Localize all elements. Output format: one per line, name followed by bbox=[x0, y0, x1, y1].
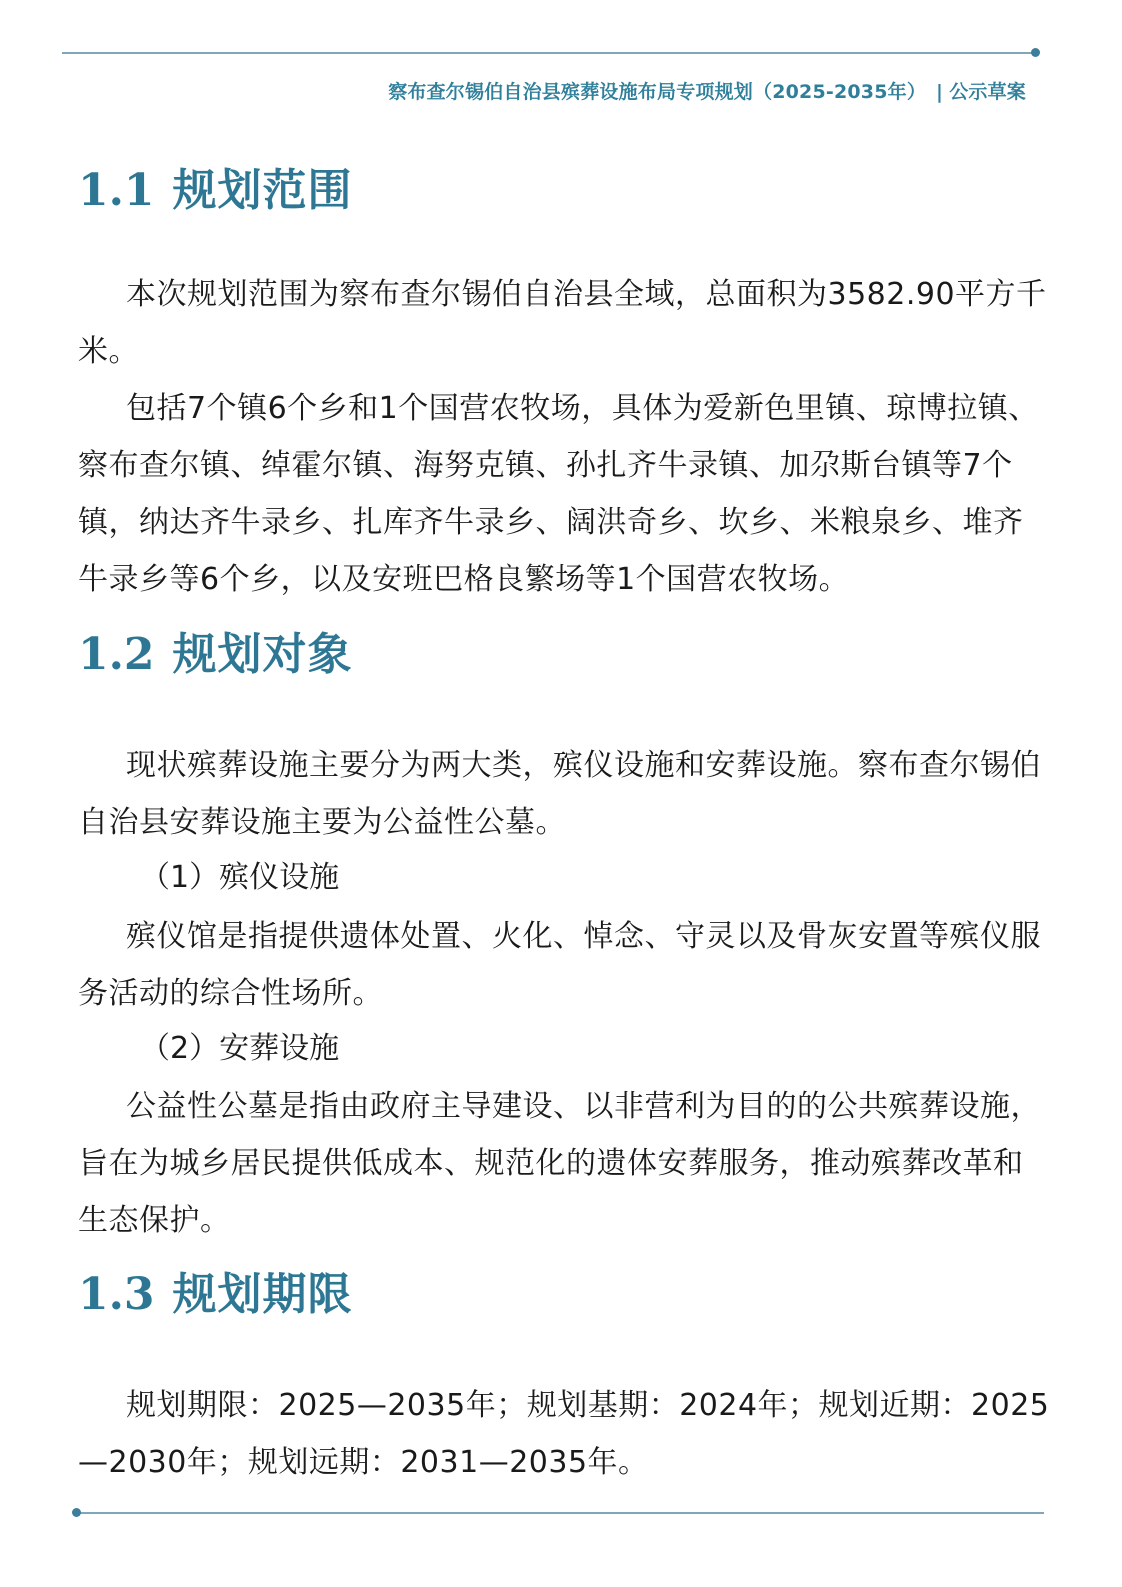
draft-badge: 公示草案 bbox=[949, 81, 1026, 103]
paragraph-objects-intro: 现状殡葬设施主要分为两大类，殡仪设施和安葬设施。察布查尔锡伯自治县安葬设施主要为公益性公墓。 bbox=[78, 748, 1041, 840]
bottom-divider bbox=[78, 1512, 1044, 1514]
document-title: 察布查尔锡伯自治县殡葬设施布局专项规划（2025-2035年） bbox=[388, 81, 927, 103]
bottom-divider-dot bbox=[72, 1508, 81, 1517]
subheading-burial-facilities: （2）安葬设施 bbox=[140, 1031, 340, 1066]
section-heading-period bbox=[78, 1269, 353, 1320]
section-title: 规划对象 bbox=[172, 629, 353, 680]
paragraph-public-cemetery: 公益性公墓是指由政府主导建设、以非营利为目的的公共殡葬设施，旨在为城乡居民提供低成本、规范化的遗体安葬服务，推动殡葬改革和生态保护。 bbox=[78, 1089, 1041, 1238]
top-divider-dot bbox=[1031, 48, 1040, 57]
section-title: 规划范围 bbox=[172, 165, 353, 216]
document-header bbox=[388, 77, 1026, 104]
section-number: 1.2 bbox=[78, 629, 155, 680]
paragraph-scope-area: 本次规划范围为察布查尔锡伯自治县全域，总面积为3582.90平方千米。 bbox=[78, 277, 1047, 369]
header-separator: | bbox=[936, 81, 944, 103]
section-heading-objects bbox=[78, 629, 353, 680]
section-number: 1.3 bbox=[78, 1269, 155, 1320]
paragraph-funeral-home: 殡仪馆是指提供遗体处置、火化、悼念、守灵以及骨灰安置等殡仪服务活动的综合性场所。 bbox=[78, 919, 1041, 1011]
subheading-funeral-facilities: （1）殡仪设施 bbox=[140, 860, 340, 895]
paragraph-planning-period: 规划期限：2025—2035年；规划基期：2024年；规划近期：2025—2030年；规划远期：2031—2035年。 bbox=[78, 1388, 1050, 1480]
section-heading-scope bbox=[78, 165, 353, 216]
paragraph-scope-towns: 包括7个镇6个乡和1个国营农牧场，具体为爱新色里镇、琼博拉镇、察布查尔镇、绰霍尔镇、海努克镇、孙扎齐牛录镇、加尕斯台镇等7个镇，纳达齐牛录乡、扎库齐牛录乡、阔洪奇乡、坎乡、米粮泉乡、堆齐牛录乡等6个乡，以及安班巴格良繁场等1个国营农牧场。 bbox=[78, 391, 1039, 597]
top-divider bbox=[62, 52, 1032, 54]
section-number: 1.1 bbox=[78, 165, 155, 216]
section-title: 规划期限 bbox=[172, 1269, 353, 1320]
